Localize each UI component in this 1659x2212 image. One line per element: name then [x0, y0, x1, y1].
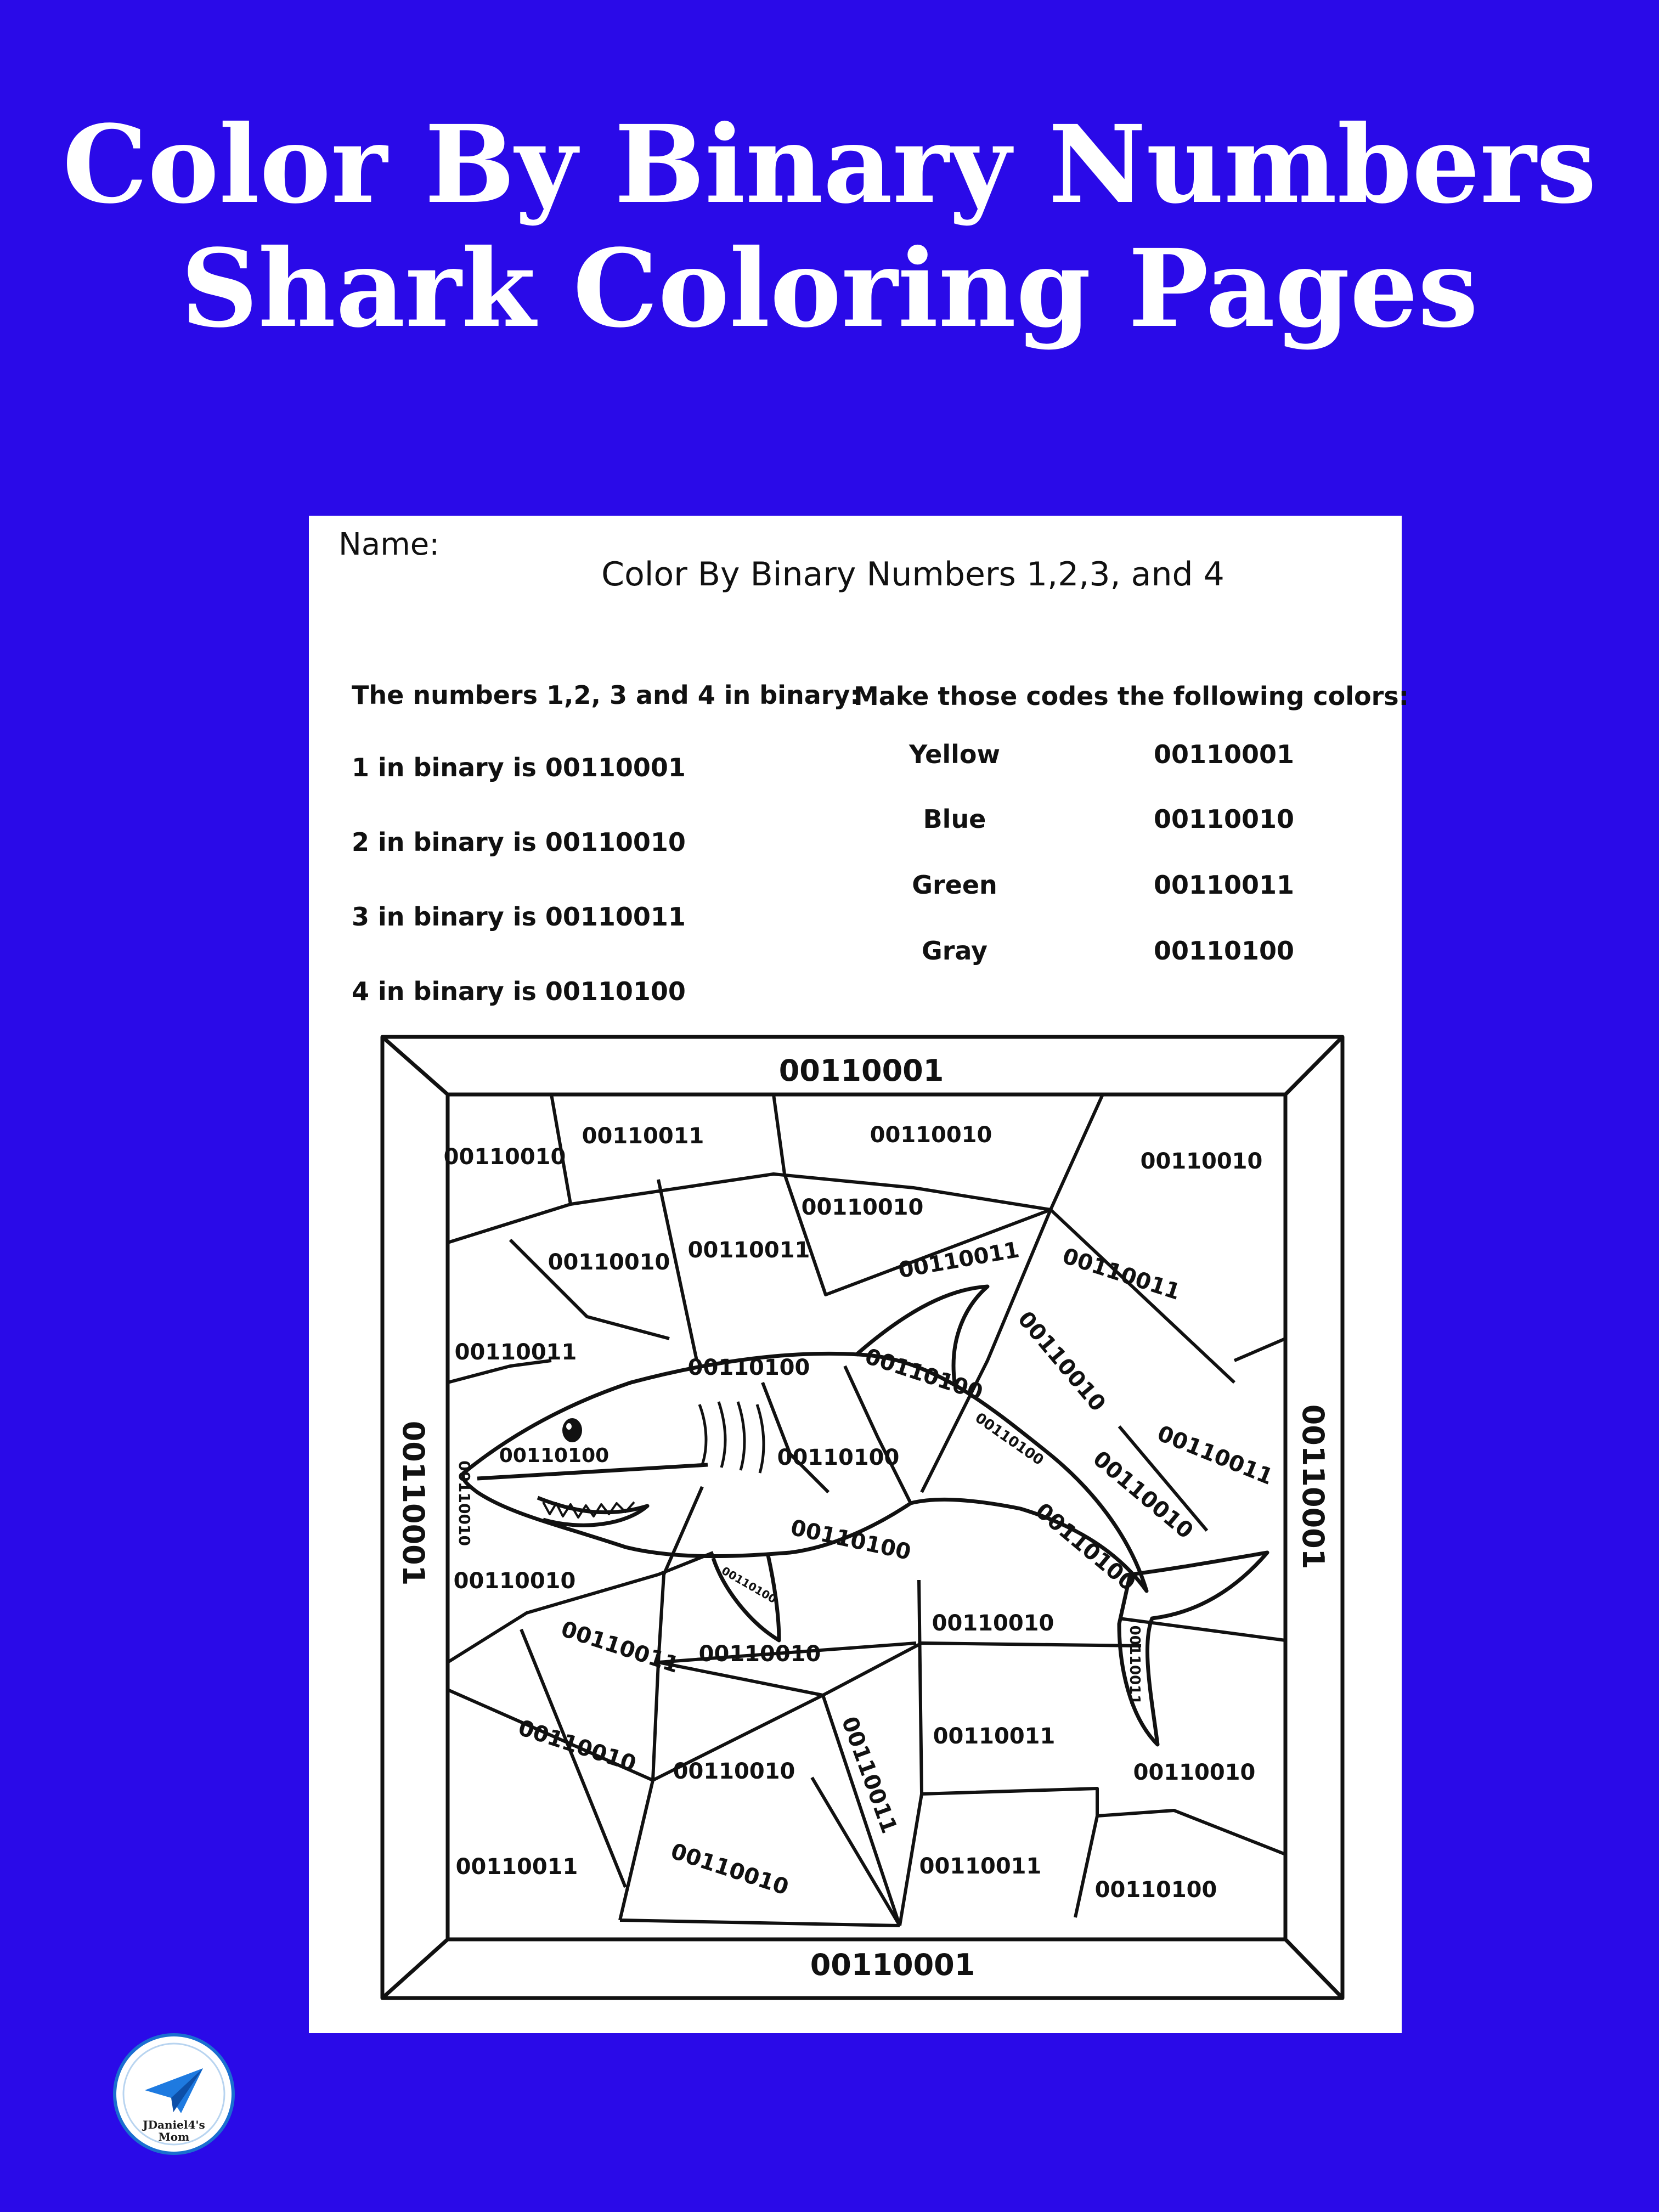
region-label: 00110011 [687, 1238, 810, 1263]
title-line-2: Shark Coloring Pages [180, 225, 1479, 351]
shark-eye-highlight [566, 1423, 572, 1430]
region-label: 00110011 [454, 1340, 577, 1365]
region-label: 00110011 [933, 1724, 1056, 1749]
region-line [763, 1383, 828, 1492]
region-label: 00110011 [455, 1854, 578, 1880]
color-key-color: Gray [921, 936, 988, 966]
region-label: 00110100 [687, 1355, 810, 1380]
binary-line: 2 in binary is 00110010 [352, 827, 686, 857]
region-label: 00110010 [1140, 1149, 1263, 1174]
region-label: 00110011 [1154, 1420, 1277, 1490]
color-key-color: Green [912, 870, 997, 900]
region-label: 00110011 [1059, 1243, 1184, 1305]
region-label: 00110010 [455, 1460, 473, 1546]
region-line [1119, 1618, 1285, 1640]
region-label: 00110011 [896, 1237, 1022, 1284]
region-label: 00110011 [582, 1124, 704, 1149]
region-label: 00110010 [673, 1759, 795, 1784]
region-label: 00110100 [1030, 1498, 1141, 1596]
binary-line: 1 in binary is 00110001 [352, 753, 686, 782]
frame-corner-line [1285, 1037, 1342, 1094]
color-key-code: 00110011 [1153, 870, 1295, 900]
shark-eye-icon [562, 1418, 582, 1442]
region-label: 00110011 [1126, 1625, 1143, 1705]
frame-label-top: 00110001 [778, 1053, 944, 1088]
logo-text-line1: JDaniel4's [143, 2118, 205, 2131]
region-line [900, 1580, 922, 1926]
frame-label-right: 00110001 [1296, 1404, 1330, 1570]
region-label: 00110100 [862, 1344, 986, 1406]
region-line [774, 1094, 785, 1174]
region-line [1097, 1810, 1285, 1854]
region-label: 00110100 [777, 1445, 900, 1470]
shark-mouth [538, 1498, 647, 1525]
region-line [571, 1094, 1103, 1210]
color-key-code: 00110100 [1153, 936, 1295, 966]
site-logo[interactable] [113, 2033, 235, 2155]
binary-line: 4 in binary is 00110100 [352, 977, 686, 1006]
region-label: 00110010 [453, 1568, 576, 1594]
region-label: 00110010 [548, 1250, 670, 1275]
region-label: 00110011 [836, 1713, 902, 1837]
title-line-1: Color By Binary Numbers [62, 101, 1597, 227]
frame-label-bottom: 00110001 [810, 1948, 975, 1982]
region-label: 00110100 [788, 1515, 913, 1565]
region-label: 00110011 [558, 1616, 682, 1678]
binary-line: 3 in binary is 00110011 [352, 902, 686, 932]
color-key-code: 00110010 [1153, 804, 1295, 834]
color-key-heading: Make those codes the following colors: [854, 681, 1409, 711]
region-label: 00110011 [919, 1854, 1042, 1879]
region-label: 00110100 [1094, 1877, 1217, 1903]
region-label: 00110100 [499, 1444, 610, 1467]
frame-label-left: 00110001 [396, 1420, 431, 1586]
shark-gills [699, 1402, 764, 1473]
region-label: 00110010 [1012, 1306, 1111, 1417]
region-label: 00110100 [719, 1564, 779, 1606]
color-key-color: Yellow [909, 740, 1000, 769]
region-label: 00110010 [443, 1144, 566, 1170]
region-label: 00110010 [515, 1715, 640, 1777]
region-label: 00110010 [1133, 1760, 1256, 1785]
region-line [845, 1366, 911, 1503]
frame-corner-line [1285, 1939, 1342, 1998]
region-label: 00110010 [870, 1122, 992, 1148]
region-line [1051, 1210, 1234, 1383]
region-line [620, 1920, 900, 1926]
frame-corner-line [382, 1037, 448, 1094]
frame-corner-line [382, 1939, 448, 1998]
logo-text-line2: Mom [158, 2130, 190, 2143]
region-label: 00110010 [932, 1611, 1054, 1636]
worksheet-title: Color By Binary Numbers 1,2,3, and 4 [601, 555, 1224, 594]
name-label: Name: [338, 527, 440, 562]
region-line [1234, 1339, 1285, 1361]
binary-heading: The numbers 1,2, 3 and 4 in binary: [352, 680, 860, 710]
region-label: 00110100 [972, 1409, 1047, 1469]
region-line [922, 1788, 1097, 1917]
region-label: 00110010 [698, 1641, 821, 1667]
region-label: 00110010 [801, 1195, 924, 1220]
color-key-color: Blue [923, 804, 986, 834]
shark-drawing [463, 1286, 1267, 1745]
region-label: 00110010 [1088, 1446, 1198, 1544]
region-line [658, 1487, 702, 1662]
region-label: 00110010 [668, 1838, 792, 1900]
color-key-code: 00110001 [1153, 740, 1295, 769]
